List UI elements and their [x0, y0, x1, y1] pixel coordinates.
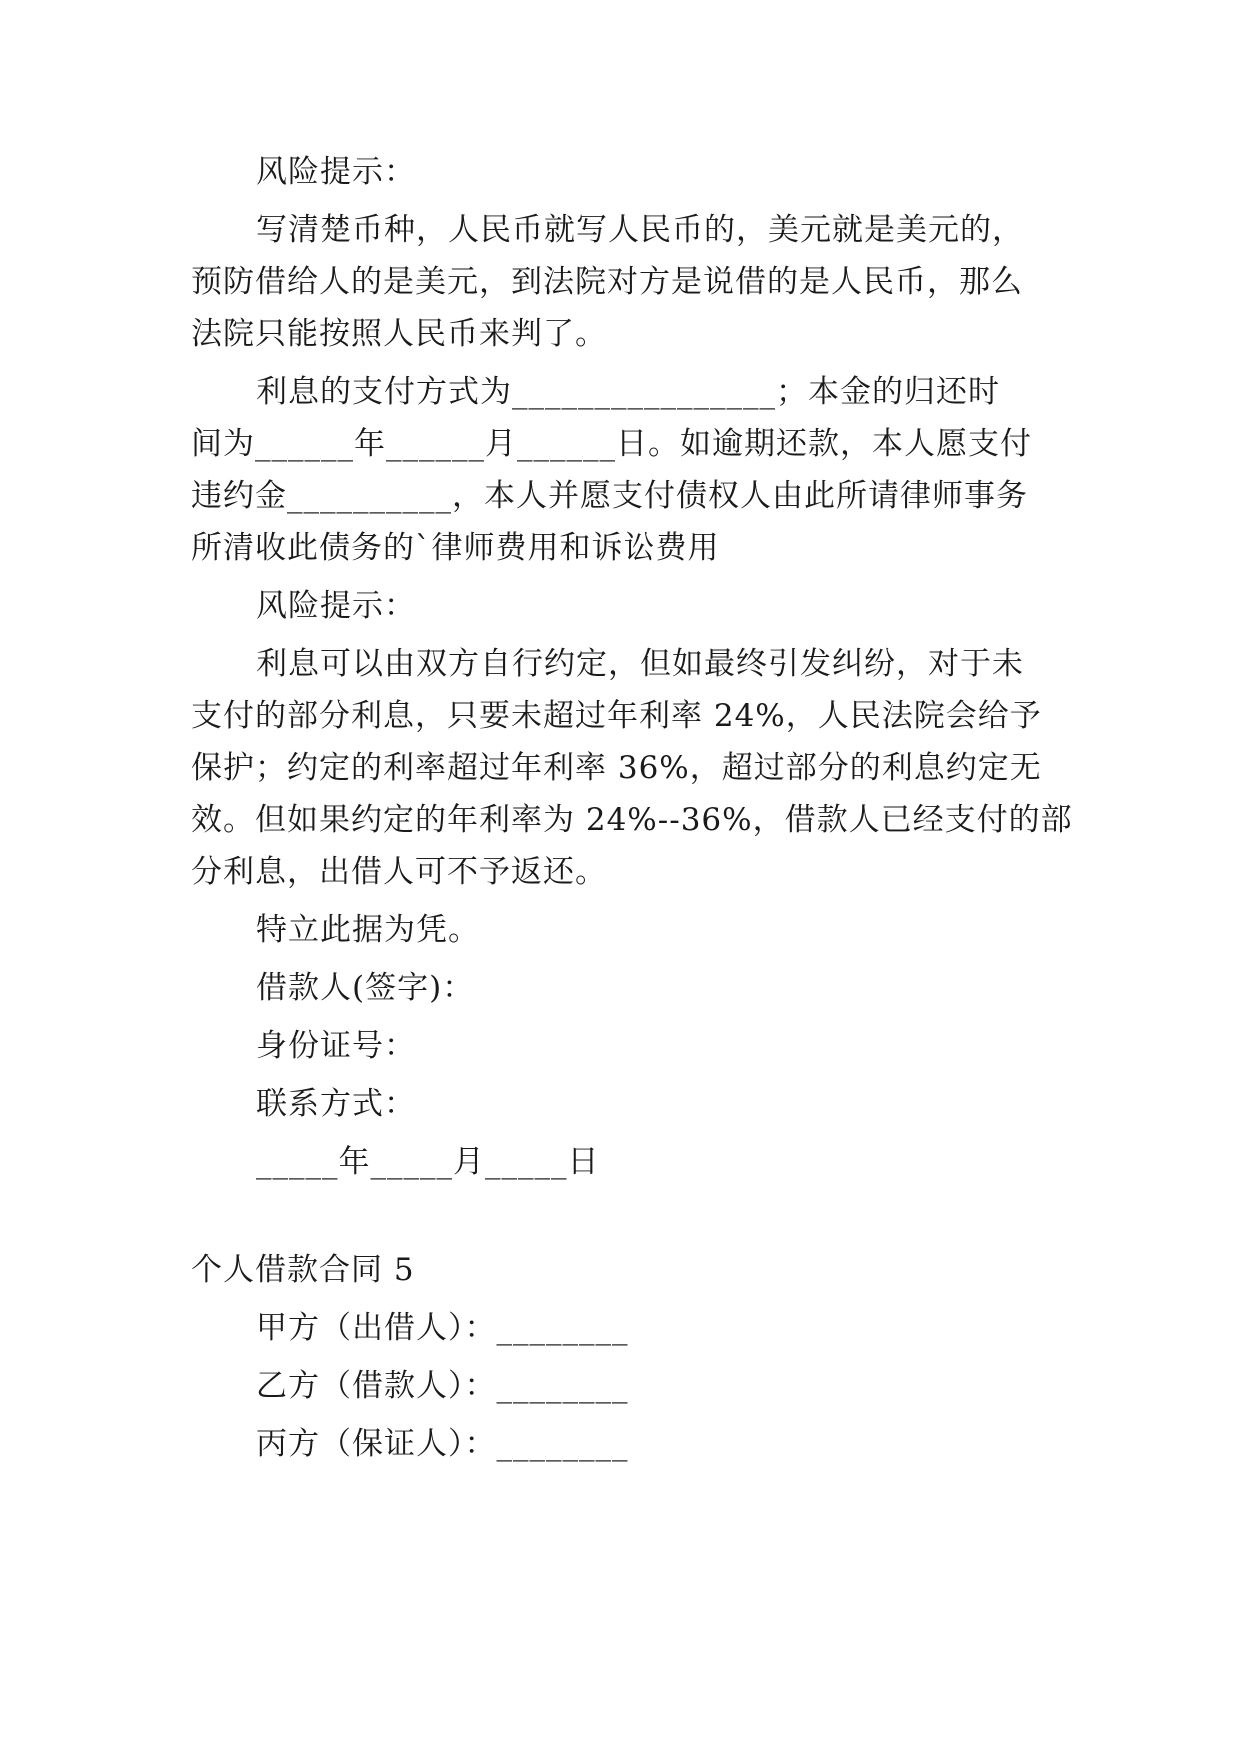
risk-tip-heading-2: 风险提示： — [256, 588, 416, 624]
paragraph-line: 利息可以由双方自行约定，但如最终引发纠纷，对于未 — [256, 646, 1024, 682]
borrower-signature-label: 借款人(签字)： — [256, 970, 475, 1006]
paragraph-line: 效。但如果约定的年利率为 24%--36%，借款人已经支付的部 — [191, 802, 1073, 838]
paragraph-line: 所清收此债务的`律师费用和诉讼费用 — [191, 530, 720, 566]
date-line: _____年_____月_____日 — [256, 1144, 600, 1180]
paragraph-line: 违约金__________，本人并愿支付债权人由此所请律师事务 — [191, 478, 1028, 514]
party-a-line: 甲方（出借人）：________ — [256, 1310, 629, 1346]
paragraph-line: 写清楚币种，人民币就写人民币的，美元就是美元的， — [256, 212, 1024, 248]
contact-label: 联系方式： — [256, 1086, 416, 1122]
contract-title: 个人借款合同 5 — [191, 1252, 415, 1288]
paragraph-line: 法院只能按照人民币来判了。 — [191, 316, 607, 352]
paragraph-line: 间为______年______月______日。如逾期还款，本人愿支付 — [191, 426, 1032, 462]
paragraph-line: 保护；约定的利率超过年利率 36%，超过部分的利息约定无 — [191, 750, 1042, 786]
paragraph-line: 支付的部分利息，只要未超过年利率 24%，人民法院会给予 — [191, 698, 1042, 734]
party-c-line: 丙方（保证人）：________ — [256, 1426, 629, 1462]
attestation-line: 特立此据为凭。 — [256, 912, 480, 948]
party-b-line: 乙方（借款人）：________ — [256, 1368, 629, 1404]
id-number-label: 身份证号： — [256, 1028, 416, 1064]
paragraph-line: 利息的支付方式为________________；本金的归还时 — [256, 374, 1000, 410]
risk-tip-heading-1: 风险提示： — [256, 154, 416, 190]
paragraph-line: 预防借给人的是美元，到法院对方是说借的是人民币，那么 — [191, 264, 1023, 300]
paragraph-line: 分利息，出借人可不予返还。 — [191, 854, 607, 890]
